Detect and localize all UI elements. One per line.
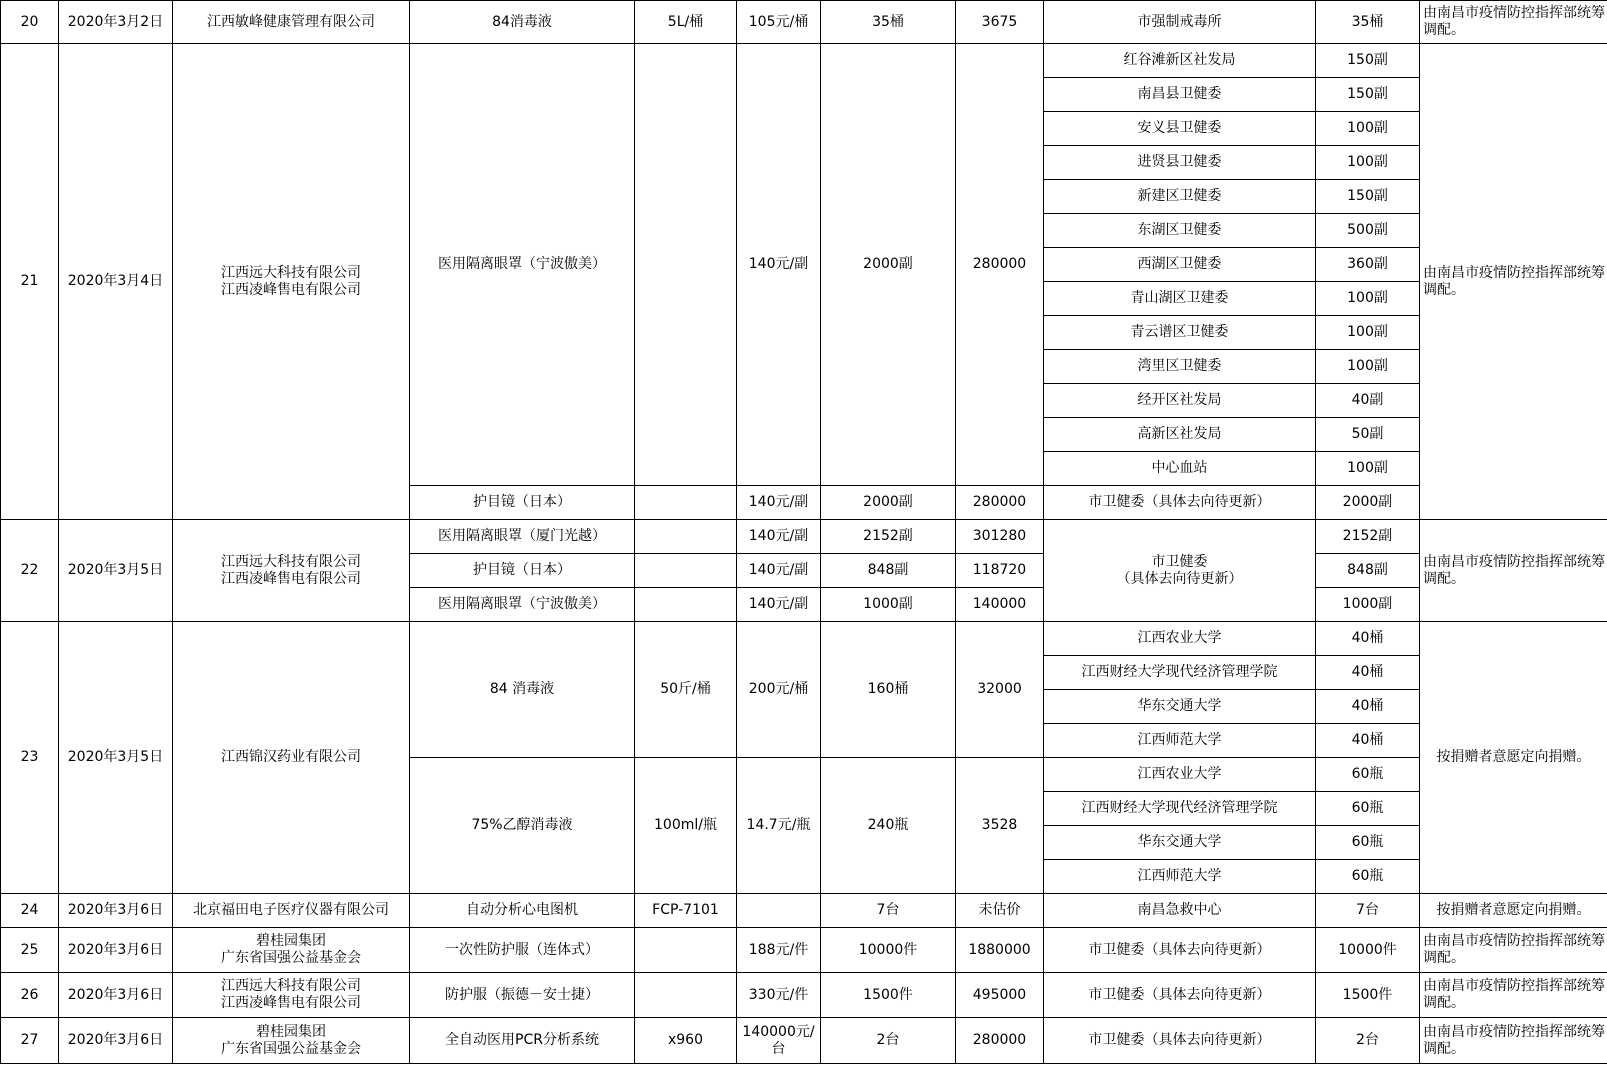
unit-price: 140元/副 xyxy=(737,520,821,554)
donation-date: 2020年3月6日 xyxy=(59,928,173,973)
recipient-quantity: 60瓶 xyxy=(1316,860,1420,894)
total-value: 280000 xyxy=(956,486,1044,520)
recipient-quantity: 100副 xyxy=(1316,452,1420,486)
table-row xyxy=(1,44,1607,78)
donor-name: 江西敏峰健康管理有限公司 xyxy=(173,1,410,44)
item-spec xyxy=(635,554,737,588)
recipient: 江西财经大学现代经济管理学院 xyxy=(1044,656,1316,690)
donation-date: 2020年3月6日 xyxy=(59,1018,173,1064)
item-spec: 100ml/瓶 xyxy=(635,758,737,894)
row-number: 25 xyxy=(1,928,59,973)
remark: 由南昌市疫情防控指挥部统筹调配。 xyxy=(1420,520,1607,622)
item-name: 全自动医用PCR分析系统 xyxy=(410,1018,635,1064)
recipient: 中心血站 xyxy=(1044,452,1316,486)
quantity: 240瓶 xyxy=(821,758,956,894)
recipient-quantity: 2000副 xyxy=(1316,486,1420,520)
total-value: 未估价 xyxy=(956,894,1044,928)
donor-name: 碧桂园集团 广东省国强公益基金会 xyxy=(173,928,410,973)
recipient-quantity: 848副 xyxy=(1316,554,1420,588)
item-name: 护目镜（日本） xyxy=(410,486,635,520)
recipient: 安义县卫健委 xyxy=(1044,112,1316,146)
item-name: 84 消毒液 xyxy=(410,622,635,758)
recipient: 市卫健委 （具体去向待更新） xyxy=(1044,520,1316,622)
item-spec: 5L/桶 xyxy=(635,1,737,44)
recipient-quantity: 1500件 xyxy=(1316,973,1420,1018)
total-value: 3528 xyxy=(956,758,1044,894)
quantity: 2000副 xyxy=(821,486,956,520)
recipient-quantity: 2台 xyxy=(1316,1018,1420,1064)
item-spec: 50斤/桶 xyxy=(635,622,737,758)
recipient: 红谷滩新区社发局 xyxy=(1044,44,1316,78)
recipient: 新建区卫健委 xyxy=(1044,180,1316,214)
recipient: 江西农业大学 xyxy=(1044,758,1316,792)
total-value: 118720 xyxy=(956,554,1044,588)
item-spec: x960 xyxy=(635,1018,737,1064)
recipient-quantity: 60瓶 xyxy=(1316,758,1420,792)
quantity: 35桶 xyxy=(821,1,956,44)
item-spec: FCP-7101 xyxy=(635,894,737,928)
unit-price: 200元/桶 xyxy=(737,622,821,758)
recipient-quantity: 40桶 xyxy=(1316,622,1420,656)
item-spec xyxy=(635,588,737,622)
row-number: 22 xyxy=(1,520,59,622)
recipient: 西湖区卫健委 xyxy=(1044,248,1316,282)
item-name: 75%乙醇消毒液 xyxy=(410,758,635,894)
donor-name: 江西远大科技有限公司 江西凌峰售电有限公司 xyxy=(173,973,410,1018)
total-value: 32000 xyxy=(956,622,1044,758)
item-name: 护目镜（日本） xyxy=(410,554,635,588)
item-name: 防护服（振德－安士捷） xyxy=(410,973,635,1018)
quantity: 160桶 xyxy=(821,622,956,758)
table-row xyxy=(1,1018,1607,1064)
remark: 由南昌市疫情防控指挥部统筹调配。 xyxy=(1420,928,1607,973)
donation-date: 2020年3月2日 xyxy=(59,1,173,44)
donor-name: 江西锦汉药业有限公司 xyxy=(173,622,410,894)
row-number: 21 xyxy=(1,44,59,520)
row-number: 24 xyxy=(1,894,59,928)
remark: 按捐赠者意愿定向捐赠。 xyxy=(1420,894,1607,928)
recipient-quantity: 100副 xyxy=(1316,146,1420,180)
recipient-quantity: 40桶 xyxy=(1316,656,1420,690)
table-row xyxy=(1,622,1607,656)
item-spec xyxy=(635,973,737,1018)
recipient-quantity: 40桶 xyxy=(1316,690,1420,724)
recipient: 青云谱区卫健委 xyxy=(1044,316,1316,350)
recipient: 经开区社发局 xyxy=(1044,384,1316,418)
recipient-quantity: 150副 xyxy=(1316,180,1420,214)
item-name: 医用隔离眼罩（宁波傲美） xyxy=(410,588,635,622)
recipient: 江西农业大学 xyxy=(1044,622,1316,656)
remark: 由南昌市疫情防控指挥部统筹调配。 xyxy=(1420,44,1607,520)
recipient: 江西师范大学 xyxy=(1044,860,1316,894)
unit-price: 140000元/ 台 xyxy=(737,1018,821,1064)
item-name: 一次性防护服（连体式） xyxy=(410,928,635,973)
table-row xyxy=(1,520,1607,554)
row-number: 27 xyxy=(1,1018,59,1064)
recipient-quantity: 7台 xyxy=(1316,894,1420,928)
recipient: 青山湖区卫建委 xyxy=(1044,282,1316,316)
donor-name: 江西远大科技有限公司 江西凌峰售电有限公司 xyxy=(173,520,410,622)
item-spec xyxy=(635,520,737,554)
recipient-quantity: 1000副 xyxy=(1316,588,1420,622)
recipient: 市强制戒毒所 xyxy=(1044,1,1316,44)
quantity: 2台 xyxy=(821,1018,956,1064)
donor-name: 碧桂园集团 广东省国强公益基金会 xyxy=(173,1018,410,1064)
recipient: 湾里区卫健委 xyxy=(1044,350,1316,384)
recipient-quantity: 100副 xyxy=(1316,316,1420,350)
recipient-quantity: 150副 xyxy=(1316,78,1420,112)
donation-date: 2020年3月6日 xyxy=(59,894,173,928)
item-name: 医用隔离眼罩（宁波傲美） xyxy=(410,44,635,486)
recipient-quantity: 150副 xyxy=(1316,44,1420,78)
recipient: 高新区社发局 xyxy=(1044,418,1316,452)
unit-price: 330元/件 xyxy=(737,973,821,1018)
quantity: 1000副 xyxy=(821,588,956,622)
remark: 按捐赠者意愿定向捐赠。 xyxy=(1420,622,1607,894)
donation-date: 2020年3月5日 xyxy=(59,520,173,622)
remark: 由南昌市疫情防控指挥部统筹调配。 xyxy=(1420,973,1607,1018)
quantity: 1500件 xyxy=(821,973,956,1018)
recipient: 南昌县卫健委 xyxy=(1044,78,1316,112)
recipient-quantity: 35桶 xyxy=(1316,1,1420,44)
quantity: 848副 xyxy=(821,554,956,588)
recipient: 华东交通大学 xyxy=(1044,826,1316,860)
recipient-quantity: 100副 xyxy=(1316,350,1420,384)
unit-price: 14.7元/瓶 xyxy=(737,758,821,894)
recipient: 市卫健委（具体去向待更新） xyxy=(1044,486,1316,520)
item-spec xyxy=(635,44,737,486)
recipient: 江西财经大学现代经济管理学院 xyxy=(1044,792,1316,826)
donor-name: 江西远大科技有限公司 江西凌峰售电有限公司 xyxy=(173,44,410,520)
recipient-quantity: 60瓶 xyxy=(1316,826,1420,860)
recipient: 南昌急救中心 xyxy=(1044,894,1316,928)
recipient: 市卫健委（具体去向待更新） xyxy=(1044,1018,1316,1064)
total-value: 140000 xyxy=(956,588,1044,622)
total-value: 280000 xyxy=(956,44,1044,486)
row-number: 26 xyxy=(1,973,59,1018)
quantity: 10000件 xyxy=(821,928,956,973)
item-name: 自动分析心电图机 xyxy=(410,894,635,928)
recipient: 华东交通大学 xyxy=(1044,690,1316,724)
unit-price: 105元/桶 xyxy=(737,1,821,44)
recipient-quantity: 2152副 xyxy=(1316,520,1420,554)
item-name: 医用隔离眼罩（厦门光越） xyxy=(410,520,635,554)
total-value: 280000 xyxy=(956,1018,1044,1064)
donation-date: 2020年3月6日 xyxy=(59,973,173,1018)
recipient-quantity: 50副 xyxy=(1316,418,1420,452)
donor-name: 北京福田电子医疗仪器有限公司 xyxy=(173,894,410,928)
table-row xyxy=(1,894,1607,928)
table-row xyxy=(1,973,1607,1018)
recipient-quantity: 10000件 xyxy=(1316,928,1420,973)
recipient-quantity: 60瓶 xyxy=(1316,792,1420,826)
remark: 由南昌市疫情防控指挥部统筹调配。 xyxy=(1420,1018,1607,1064)
recipient-quantity: 100副 xyxy=(1316,282,1420,316)
recipient: 江西师范大学 xyxy=(1044,724,1316,758)
recipient: 东湖区卫健委 xyxy=(1044,214,1316,248)
recipient-quantity: 360副 xyxy=(1316,248,1420,282)
table-row xyxy=(1,928,1607,973)
recipient-quantity: 40副 xyxy=(1316,384,1420,418)
recipient: 进贤县卫健委 xyxy=(1044,146,1316,180)
recipient-quantity: 100副 xyxy=(1316,112,1420,146)
item-spec xyxy=(635,486,737,520)
row-number: 20 xyxy=(1,1,59,44)
donation-date: 2020年3月4日 xyxy=(59,44,173,520)
recipient: 市卫健委（具体去向待更新） xyxy=(1044,973,1316,1018)
quantity: 2000副 xyxy=(821,44,956,486)
total-value: 3675 xyxy=(956,1,1044,44)
total-value: 1880000 xyxy=(956,928,1044,973)
donation-date: 2020年3月5日 xyxy=(59,622,173,894)
unit-price: 140元/副 xyxy=(737,588,821,622)
quantity: 7台 xyxy=(821,894,956,928)
unit-price: 140元/副 xyxy=(737,486,821,520)
unit-price: 140元/副 xyxy=(737,554,821,588)
table-row xyxy=(1,1,1607,44)
total-value: 301280 xyxy=(956,520,1044,554)
remark: 由南昌市疫情防控指挥部统筹调配。 xyxy=(1420,1,1607,44)
unit-price: 140元/副 xyxy=(737,44,821,486)
row-number: 23 xyxy=(1,622,59,894)
unit-price: 188元/件 xyxy=(737,928,821,973)
unit-price xyxy=(737,894,821,928)
item-spec xyxy=(635,928,737,973)
item-name: 84消毒液 xyxy=(410,1,635,44)
quantity: 2152副 xyxy=(821,520,956,554)
total-value: 495000 xyxy=(956,973,1044,1018)
recipient-quantity: 500副 xyxy=(1316,214,1420,248)
recipient: 市卫健委（具体去向待更新） xyxy=(1044,928,1316,973)
recipient-quantity: 40桶 xyxy=(1316,724,1420,758)
